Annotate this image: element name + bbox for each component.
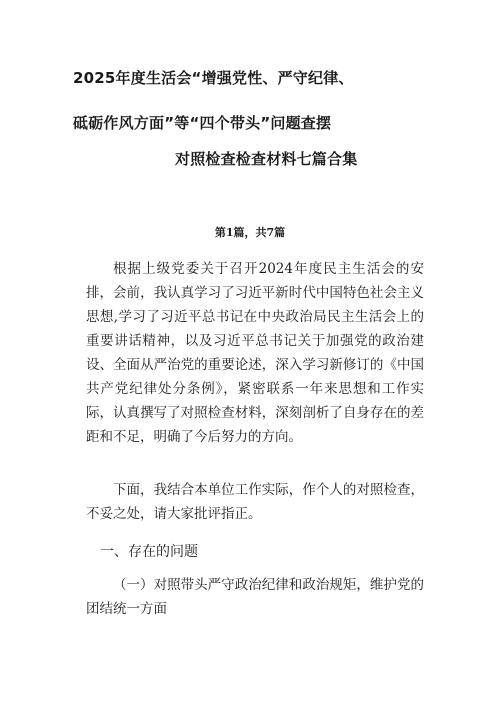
closing-paragraph: 下面，我结合本单位工作实际，作个人的对照检查，不妥之处，请大家批评指正。: [86, 482, 424, 522]
document-title-line-2: 砥砺作风方面”等“四个带头”问题查摆: [73, 114, 332, 132]
section-heading: 一、存在的问题: [100, 544, 198, 560]
page-indicator: 第1篇，共7篇: [214, 226, 286, 239]
document-title-line-3: 对照检查检查材料七篇合集: [175, 150, 358, 168]
document-title-line-1: 2025年度生活会“增强党性、严守纪律、: [73, 69, 354, 87]
intro-paragraph: 根据上级党委关于召开2024年度民主生活会的安排，会前，我认真学习了习近平新时代中国特色社会主义思想,学习了习近平总书记在中央政治局民主生活会上的重要讲话精神，以及习近平总书记关于加强党的政治建设、全面从严治党的重要论述，深入学习新修订的《中国共产党纪律处分条例》，紧密联系一年来思想和工作实际，认真撰写了对照检查材料，深刻剖析了自身存在的差距和不足，明确了今后努力的方向。: [86, 261, 424, 445]
subsection-heading: （一）对照带头严守政治纪律和政治规矩，维护党的团结统一方面: [86, 577, 424, 617]
